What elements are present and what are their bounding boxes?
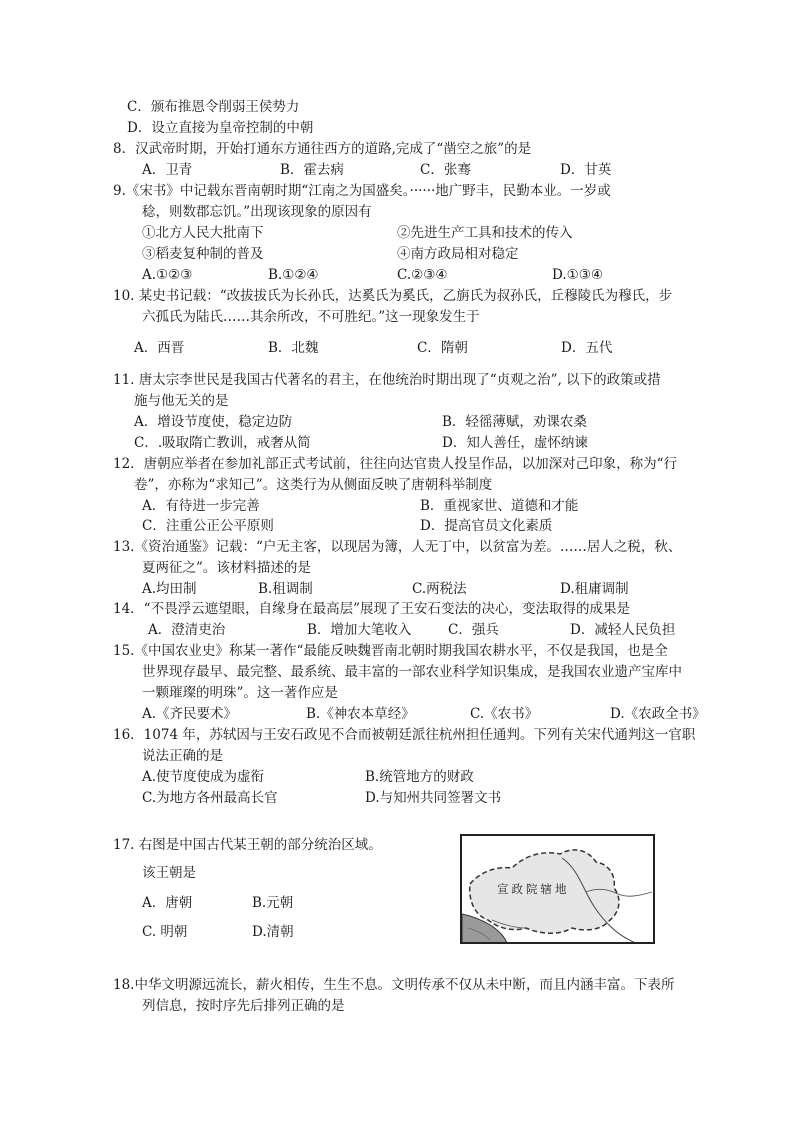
q11-option-a: A．增设节度使，稳定边防 xyxy=(134,414,293,430)
q14-option-c: C．强兵 xyxy=(448,622,499,638)
q13-option-c: C.两税法 xyxy=(412,581,467,597)
q7-option-d: D．设立直接为皇帝控制的中朝 xyxy=(127,120,314,136)
q12-stem-line2: 卷”，亦称为“求知己”。这类行为从侧面反映了唐朝科举制度 xyxy=(134,477,493,493)
q17-option-b: B.元朝 xyxy=(252,895,294,911)
q13-option-b: B.租调制 xyxy=(258,581,313,597)
q16-option-a: A.使节度使成为虚衔 xyxy=(142,769,265,785)
q10-option-a: A．西晋 xyxy=(134,340,185,356)
q9-statement-2: ②先进生产工具和技术的传入 xyxy=(397,225,573,241)
q13-stem-line1: 13.《资治通鉴》记载：“户无主客，以现居为簿，人无丁中，以贫富为差。……居人之税，秋、 xyxy=(113,539,682,555)
q15-stem-line3: 一颗璀璨的明珠”。这一著作应是 xyxy=(142,685,338,701)
q18-stem-line2: 列信息，按时序先后排列正确的是 xyxy=(142,998,345,1014)
q9-option-a: A.①②③ xyxy=(142,267,193,283)
q11-option-c: C．.吸取隋亡教训，戒奢从简 xyxy=(134,435,311,451)
q12-option-d: D．提高官员文化素质 xyxy=(420,518,553,534)
q15-option-c: C.《农书》 xyxy=(470,706,539,722)
q9-statement-1: ①北方人民大批南下 xyxy=(142,225,264,241)
q11-stem-line2: 施与他无关的是 xyxy=(134,393,229,409)
q11-option-b: B．轻徭薄赋，劝课农桑 xyxy=(442,414,587,430)
q15-option-b: B.《神农本草经》 xyxy=(306,706,415,722)
q12-stem-line1: 12．唐朝应举者在参加礼部正式考试前，往往向达官贵人投呈作品，以加深对己印象，称为“行 xyxy=(113,456,678,472)
q14-stem: 14．“不畏浮云遮望眼，自缘身在最高层”展现了王安石变法的决心，变法取得的成果是 xyxy=(113,601,630,617)
q8-option-b: B．霍去病 xyxy=(280,162,344,178)
q14-option-b: B．增加大笔收入 xyxy=(307,622,412,638)
q8-stem: 8．汉武帝时期，开始打通东方通往西方的道路,完成了“凿空之旅”的是 xyxy=(113,141,532,157)
q10-option-b: B．北魏 xyxy=(268,340,319,356)
q9-stem-line2: 稔，则数郡忘饥。”出现该现象的原因有 xyxy=(142,204,372,220)
q10-stem-line1: 10. 某史书记载：“改拔拔氏为长孙氏，达奚氏为奚氏，乙旃氏为叔孙氏，丘穆陵氏为穆氏，步 xyxy=(113,288,673,304)
q11-option-d: D．知人善任，虚怀纳谏 xyxy=(442,435,588,451)
q9-statement-3: ③稻麦复种制的普及 xyxy=(142,246,264,262)
q15-stem-line1: 15.《中国农业史》称某一著作“最能反映魏晋南北朝时期我国农耕水平，不仅是我国，也是全 xyxy=(113,643,668,659)
q16-stem-line1: 16．1074 年，苏轼因与王安石政见不合而被朝廷派往杭州担任通判。下列有关宋代通判这一官职 xyxy=(113,727,696,743)
q9-statement-4: ④南方政局相对稳定 xyxy=(397,246,519,262)
q8-option-a: A．卫青 xyxy=(142,162,193,178)
q9-option-c: C.②③④ xyxy=(397,267,448,283)
q17-stem-line1: 17. 右图是中国古代某王朝的部分统治区域。 xyxy=(113,837,382,853)
q17-map xyxy=(460,834,655,944)
q17-option-d: D.清朝 xyxy=(252,924,294,940)
q14-option-a: A．澄清吏治 xyxy=(148,622,226,638)
q13-option-a: A.均田制 xyxy=(142,581,197,597)
q17-option-c: C. 明朝 xyxy=(142,924,188,940)
q16-option-d: D.与知州共同签署文书 xyxy=(365,790,502,806)
q13-option-d: D.租庸调制 xyxy=(560,581,629,597)
q17-option-a: A．唐朝 xyxy=(142,895,193,911)
q15-option-d: D.《农政全书》 xyxy=(610,706,706,722)
q9-option-d: D.①③④ xyxy=(552,267,603,283)
q12-option-c: C．注重公正公平原则 xyxy=(142,518,274,534)
q15-option-a: A.《齐民要术》 xyxy=(142,706,238,722)
q12-option-a: A．有待进一步完善 xyxy=(142,498,260,514)
q10-stem-line2: 六孤氏为陆氏……其余所改，不可胜纪。”这一现象发生于 xyxy=(142,309,480,325)
q9-stem-line1: 9.《宋书》中记载东晋南朝时期“江南之为国盛矣。······地广野丰，民勤本业。一岁或 xyxy=(113,183,611,199)
q17-map-label: 宣政院辖地 xyxy=(497,882,570,896)
q12-option-b: B．重视家世、道德和才能 xyxy=(420,498,579,514)
q13-stem-line2: 夏两征之”。该材料描述的是 xyxy=(142,560,311,576)
q11-stem-line1: 11. 唐太宗李世民是我国古代著名的君主，在他统治时期出现了“贞观之治”, 以下的政策或措 xyxy=(113,372,661,388)
q16-stem-line2: 说法正确的是 xyxy=(142,748,223,764)
q15-stem-line2: 世界现存最早、最完整、最系统、最丰富的一部农业科学知识集成，是我国农业遗产宝库中 xyxy=(142,664,682,680)
q10-option-d: D．五代 xyxy=(561,340,613,356)
q17-stem-line2: 该王朝是 xyxy=(142,865,196,881)
q8-option-d: D．甘英 xyxy=(560,162,612,178)
q18-stem-line1: 18.中华文明源远流长，薪火相传，生生不息。文明传承不仅从未中断，而且内涵丰富。下表所 xyxy=(113,977,675,993)
q8-option-c: C．张骞 xyxy=(420,162,471,178)
q10-option-c: C．隋朝 xyxy=(417,340,468,356)
q16-option-b: B.统管地方的财政 xyxy=(365,769,474,785)
q9-option-b: B.①②④ xyxy=(268,267,319,283)
q14-option-d: D．减轻人民负担 xyxy=(570,622,676,638)
q16-option-c: C.为地方各州最高长官 xyxy=(142,790,278,806)
q7-option-c: C．颁布推恩令削弱王侯势力 xyxy=(127,99,300,115)
